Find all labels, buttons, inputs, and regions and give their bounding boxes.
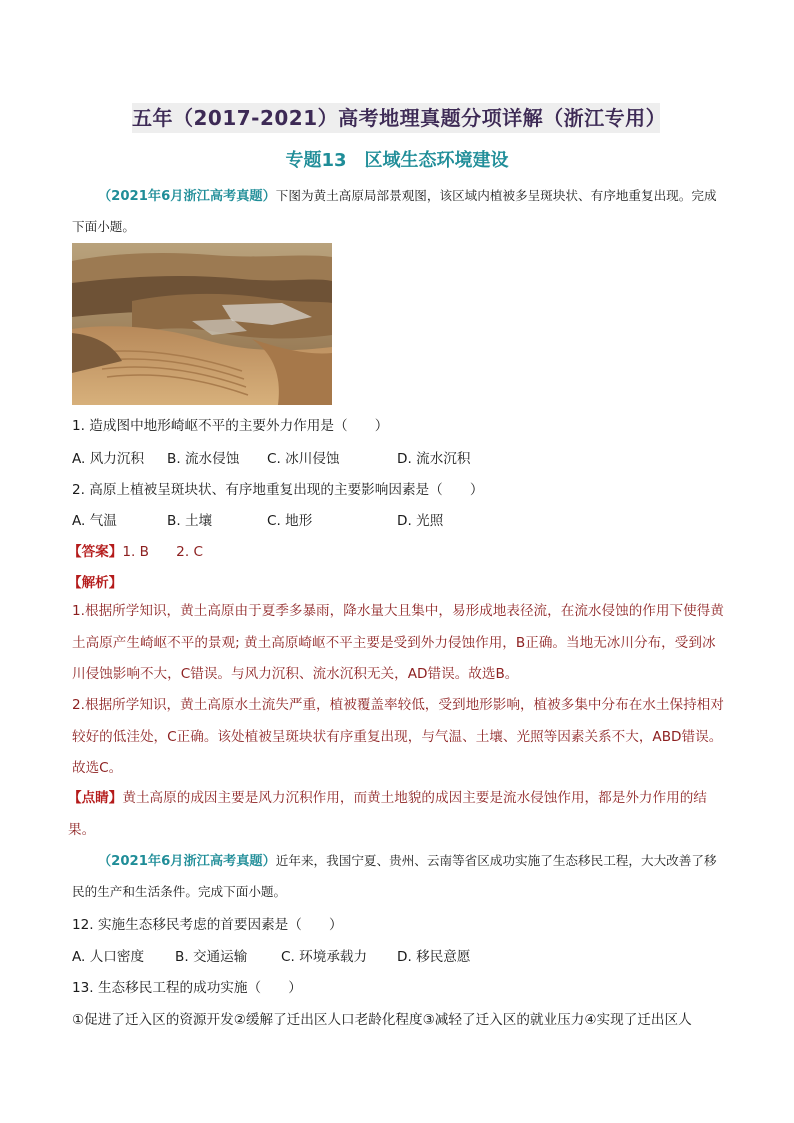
group2-source: （2021年6月浙江高考真题） [98, 854, 276, 869]
q12-option-c: C. 环境承载力 [281, 949, 368, 965]
answer-line [68, 540, 203, 560]
analysis-paragraph-2: 2.根据所学知识，黄土高原水土流失严重，植被覆盖率较低，受到地形影响，植被多集中分布在水土保持相对较好的低洼处，C正确。该处植被呈斑块状有序重复出现，与气温、土壤、光照等因素关系不大，ABD错误。故选C。 [72, 697, 724, 776]
group2-intro [72, 846, 722, 908]
topic-title: 专题13 区域生态环境建设 [285, 150, 509, 171]
comment-tag: 【点睛】 [68, 790, 123, 806]
answer-tag: 【答案】 [68, 544, 123, 560]
comment-text: 黄土高原的成因主要是风力沉积作用，而黄土地貌的成因主要是流水侵蚀作用，都是外力作用的结果。 [68, 790, 707, 838]
loess-plateau-photo [72, 243, 332, 405]
q1-option-d: D. 流水沉积 [397, 451, 471, 467]
q2-option-a: A. 气温 [72, 513, 117, 529]
q12-option-b: B. 交通运输 [175, 949, 248, 965]
question-13-stem: ①促进了迁入区的资源开发②缓解了迁出区人口老龄化程度③减轻了迁入区的就业压力④实现了迁出区人 [72, 1012, 692, 1028]
q12-option-a: A. 人口密度 [72, 949, 145, 965]
q1-option-c: C. 冰川侵蚀 [267, 451, 340, 467]
group1-source: （2021年6月浙江高考真题） [98, 189, 276, 204]
q2-option-c: C. 地形 [267, 513, 313, 529]
q1-option-b: B. 流水侵蚀 [167, 451, 240, 467]
q1-option-a: A. 风力沉积 [72, 451, 145, 467]
document-title: 五年（2017-2021）高考地理真题分项详解（浙江专用） [132, 103, 660, 133]
answer-value: 1. B 2. C [122, 544, 203, 560]
question-13: 13. 生态移民工程的成功实施（ ） [72, 980, 302, 996]
group2-intro-text: 近年来，我国宁夏、贵州、云南等省区成功实施了生态移民工程，大大改善了移民的生产和生活条件。完成下面小题。 [72, 853, 717, 899]
comment-paragraph [68, 783, 724, 846]
q2-option-d: D. 光照 [397, 513, 444, 529]
analysis-tag: 【解析】 [68, 575, 123, 591]
group1-intro-text: 下图为黄土高原局部景观图，该区域内植被多呈斑块状、有序地重复出现。完成下面小题。 [72, 188, 717, 234]
analysis-paragraph-1: 1.根据所学知识，黄土高原由于夏季多暴雨，降水量大且集中，易形成地表径流，在流水侵蚀的作用下使得黄土高原产生崎岖不平的景观; 黄土高原崎岖不平主要是受到外力侵蚀作用，B正确。当地无冰川分布，受到冰川侵蚀影响不大，C错误。与风力沉积、流水沉积无关，AD错误。故选B。 [72, 603, 724, 682]
q12-option-d: D. 移民意愿 [397, 949, 471, 965]
group1-intro [72, 181, 722, 243]
question-12: 12. 实施生态移民考虑的首要因素是（ ） [72, 917, 343, 933]
question-2: 2. 高原上植被呈斑块状、有序地重复出现的主要影响因素是（ ） [72, 482, 484, 498]
question-1: 1. 造成图中地形崎岖不平的主要外力作用是（ ） [72, 418, 389, 434]
q2-option-b: B. 土壤 [167, 513, 213, 529]
